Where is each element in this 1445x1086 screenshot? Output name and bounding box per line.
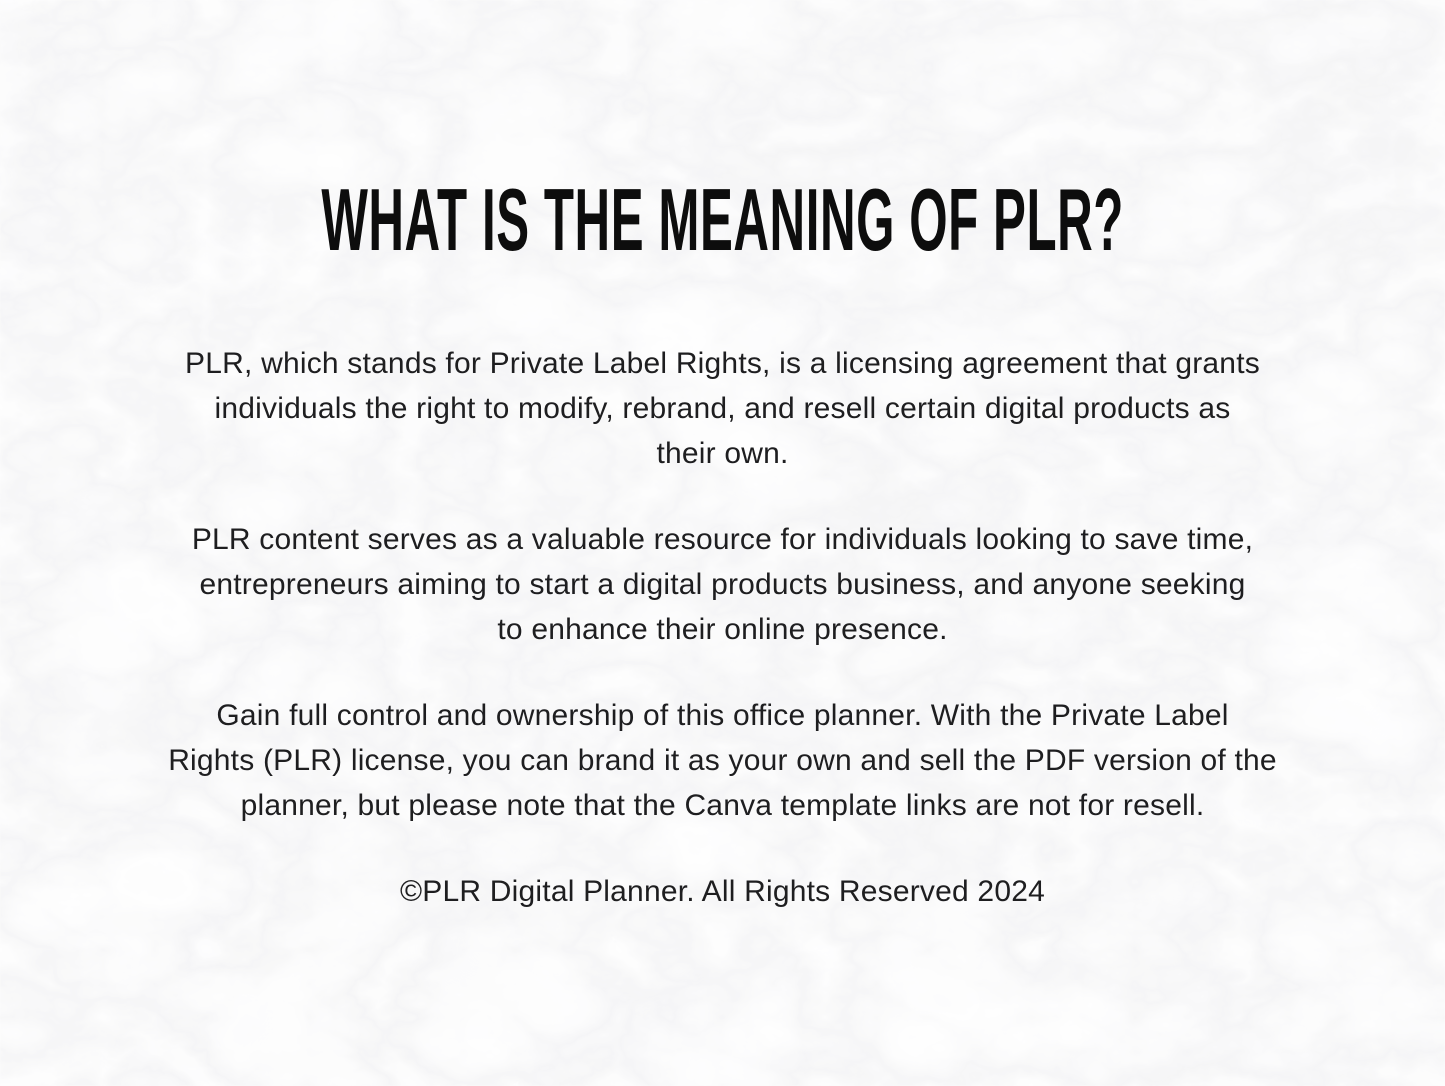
body-line: Gain full control and ownership of this office planner. With the Private Label — [216, 699, 1229, 732]
body-line: to enhance their online presence. — [497, 613, 948, 646]
body-line: their own. — [656, 437, 789, 470]
body-line: Rights (PLR) license, you can brand it as your own and sell the PDF version of the — [168, 744, 1277, 777]
body-line: PLR, which stands for Private Label Rights, is a licensing agreement that grants — [185, 347, 1260, 380]
page-title-text: WHAT IS THE MEANING OF PLR? — [321, 170, 1124, 269]
body-line: individuals the right to modify, rebrand, and resell certain digital products as — [214, 392, 1231, 425]
paragraph-plr-definition — [0, 341, 1445, 476]
copyright-notice — [0, 869, 1445, 914]
copyright-text: ©PLR Digital Planner. All Rights Reserved 2024 — [400, 875, 1045, 908]
paragraph-license-terms — [0, 693, 1445, 828]
page-title — [0, 170, 1445, 269]
paragraph-plr-value — [0, 517, 1445, 652]
body-line: entrepreneurs aiming to start a digital products business, and anyone seeking — [199, 568, 1246, 601]
body-line: planner, but please note that the Canva template links are not for resell. — [240, 789, 1205, 822]
body-line: PLR content serves as a valuable resource for individuals looking to save time, — [191, 523, 1254, 556]
